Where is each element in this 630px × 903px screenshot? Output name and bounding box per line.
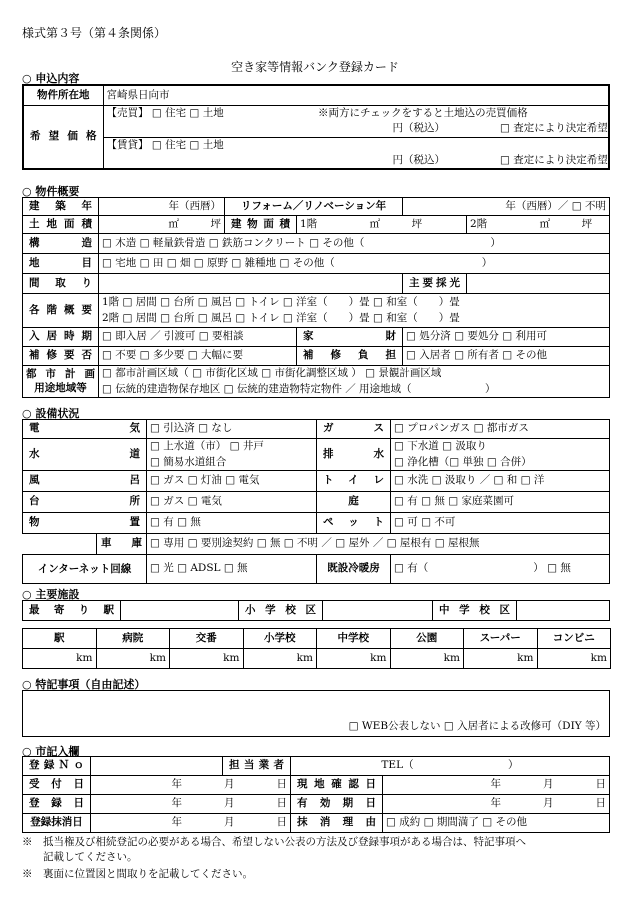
facility-distance-field[interactable]: km (464, 649, 538, 669)
deleted-label: 登録抹消日 (23, 814, 91, 833)
site-check-label: 現地確認日 (291, 776, 383, 795)
lighting-field[interactable] (467, 274, 610, 294)
facility-header: スーパー (464, 629, 538, 649)
rent-options[interactable]: 【賃貸】 □ 住宅 □ 土地 (103, 137, 609, 153)
valid-until-date[interactable]: 年 月 日 (383, 795, 610, 814)
drainage-label: 排水 (317, 439, 391, 471)
land-area-label: 土地面積 (23, 216, 99, 234)
form-number: 様式第３号（第４条関係） (22, 26, 167, 40)
reform-year-label: リフォーム／リノベーション年 (225, 198, 403, 216)
note-2: ※ 裏面に位置図と間取りを記載してください。 (22, 868, 253, 880)
delete-reason-label: 抹消理由 (291, 814, 383, 833)
zoning-row2[interactable]: □ 伝統的建造物保存地区 □ 伝統的建造物特定物件 ／ 用途地域（ ） (99, 382, 610, 398)
rooms-floor1[interactable]: 1階 □ 居間 □ 台所 □ 風呂 □ トイレ □ 洋室（ ）畳 □ 和室（ ）畳 (99, 294, 610, 311)
junior-district-label: 中学校区 (433, 601, 517, 621)
price-label: 希望価格 (23, 105, 103, 169)
rooms-floor2[interactable]: 2階 □ 居間 □ 台所 □ 風呂 □ トイレ □ 洋室（ ）畳 □ 和室（ ）畳 (99, 311, 610, 328)
sale-options[interactable]: 【売買】 □ 住宅 □ 土地 (103, 105, 315, 121)
city-table (22, 756, 610, 833)
garden-options[interactable]: □ 有 □ 無 □ 家庭菜園可 (391, 492, 610, 513)
water-row1[interactable]: □ 上水道（市） □ 井戸 (147, 439, 317, 455)
built-year-label: 建築年 (23, 198, 99, 216)
bath-label: 風呂 (23, 471, 147, 492)
facility-header: 小学校 (243, 629, 317, 649)
facility-header: 公園 (390, 629, 464, 649)
repair-options[interactable]: □ 不要 □ 多少要 □ 大幅に要 (99, 347, 297, 366)
elementary-district-label: 小学校区 (239, 601, 323, 621)
zoning-label-1: 都市計画 (26, 367, 95, 380)
gas-options[interactable]: □ プロパンガス □ 都市ガス (391, 420, 610, 439)
aircon-options[interactable]: □ 有（ ） □ 無 (391, 555, 610, 584)
section-application: ○ 申込内容 (22, 72, 80, 85)
zoning-label-2: 用途地域等 (34, 381, 87, 394)
location-label: 物件所在地 (23, 85, 103, 105)
rent-price-field[interactable]: 円（税込） (103, 153, 465, 169)
form-title: 空き家等情報バンク登録カード (231, 60, 399, 74)
zoning-row1[interactable]: □ 都市計画区域（ □ 市街化区域 □ 市街化調整区域 ） □ 景観計画区域 (99, 366, 610, 382)
section-nearby: ○ 主要施設 (22, 588, 80, 601)
garden-label: 庭 (317, 492, 391, 513)
facility-distance-field[interactable]: km (317, 649, 391, 669)
drainage-row1[interactable]: □ 下水道 □ 汲取り (391, 439, 610, 455)
drainage-row2[interactable]: □ 浄化槽（□ 単独 □ 合併） (391, 455, 610, 471)
note-1-cont: 記載してください。 (22, 851, 138, 863)
location-field[interactable]: 宮崎県日向市 (103, 85, 609, 105)
aircon-label: 既設冷暖房 (317, 555, 391, 584)
pet-options[interactable]: □ 可 □ 不可 (391, 513, 610, 534)
building-area-label: 建物面積 (225, 216, 297, 234)
move-in-options[interactable]: □ 即入居 ／ 引渡可 □ 要相談 (99, 328, 297, 347)
deleted-date[interactable]: 年 月 日 (91, 814, 291, 833)
facility-distance-field[interactable]: km (170, 649, 244, 669)
structure-label: 構造 (23, 234, 99, 254)
garage-spacer (23, 534, 97, 555)
land-area-field[interactable]: ㎡ 坪 (99, 216, 225, 234)
station-field[interactable] (121, 601, 239, 621)
layout-field[interactable] (99, 274, 403, 294)
gas-label: ガス (317, 420, 391, 439)
electric-options[interactable]: □ 引込済 □ なし (147, 420, 317, 439)
note-1: ※ 抵当権及び相続登記の必要がある場合、希望しない公表の方法及び登録事項がある場合は、特記事項へ (22, 836, 526, 848)
delete-reason-options[interactable]: □ 成約 □ 期間満了 □ その他 (383, 814, 610, 833)
water-row2[interactable]: □ 簡易水道組合 (147, 455, 317, 471)
building-area-f2-field[interactable]: 2階 ㎡ 坪 (467, 216, 610, 234)
repair-label: 補修要否 (23, 347, 99, 366)
valid-until-label: 有効期日 (291, 795, 383, 814)
facility-header: 交番 (170, 629, 244, 649)
site-check-date[interactable]: 年 月 日 (383, 776, 610, 795)
remarks-table (22, 690, 610, 737)
sale-assess-checkbox[interactable]: □ 査定により決定希望 (465, 121, 609, 137)
facility-header: 中学校 (317, 629, 391, 649)
received-date[interactable]: 年 月 日 (91, 776, 291, 795)
pet-label: ペット (317, 513, 391, 534)
move-in-label: 入居時期 (23, 328, 99, 347)
kitchen-label: 台所 (23, 492, 147, 513)
land-type-options[interactable]: □ 宅地 □ 田 □ 畑 □ 原野 □ 雑種地 □ その他（ ） (99, 254, 610, 274)
overview-table (22, 197, 610, 398)
sale-price-field[interactable]: 円（税込） (103, 121, 465, 137)
internet-options[interactable]: □ 光 □ ADSL □ 無 (147, 555, 317, 584)
remarks-options[interactable]: □ WEB公表しない □ 入居者による改修可（DIY 等） (348, 719, 606, 732)
land-type-label: 地目 (23, 254, 99, 274)
layout-label: 間取り (23, 274, 99, 294)
elementary-district-field[interactable] (323, 601, 433, 621)
junior-district-field[interactable] (517, 601, 610, 621)
structure-options[interactable]: □ 木造 □ 軽量鉄骨造 □ 鉄筋コンクリート □ その他（ ） (99, 234, 610, 254)
staff-label: 担当業者 (223, 757, 291, 776)
internet-label: インターネット回線 (23, 555, 147, 584)
garage-label: 車庫 (97, 534, 147, 555)
toilet-options[interactable]: □ 水洗 □ 汲取り ／ □ 和 □ 洋 (391, 471, 610, 492)
section-overview: ○ 物件概要 (22, 185, 80, 198)
bath-options[interactable]: □ ガス □ 灯油 □ 電気 (147, 471, 317, 492)
nearby-schools-table (22, 600, 610, 621)
facility-distance-field[interactable]: km (243, 649, 317, 669)
electric-label: 電気 (23, 420, 147, 439)
sale-note: ※両方にチェックをすると土地込の売買価格 (315, 105, 609, 121)
rent-assess-checkbox[interactable]: □ 査定により決定希望 (465, 153, 609, 169)
storage-label: 物置 (23, 513, 147, 534)
application-table (22, 84, 610, 170)
lighting-label: 主要採光 (403, 274, 467, 294)
received-label: 受付日 (23, 776, 91, 795)
garage-options[interactable]: □ 専用 □ 要別途契約 □ 無 □ 不明 ／ □ 屋外 ／ □ 屋根有 □ 屋根無 (147, 534, 610, 555)
section-city: ○ 市記入欄 (22, 745, 80, 758)
reform-year-field[interactable]: 年（西暦）／ □ 不明 (403, 198, 610, 216)
section-remarks: ○ 特記事項（自由記述） (22, 678, 146, 691)
goods-options[interactable]: □ 処分済 □ 要処分 □ 利用可 (403, 328, 610, 347)
facility-distance-field[interactable]: km (390, 649, 464, 669)
toilet-label: トイレ (317, 471, 391, 492)
facility-header: コンビニ (537, 629, 611, 649)
building-area-f1-field[interactable]: 1階 ㎡ 坪 (297, 216, 467, 234)
repair-burden-label: 補修負担 (297, 347, 403, 366)
tel-field[interactable]: TEL（ ） (291, 757, 610, 776)
facility-distance-field[interactable]: km (96, 649, 170, 669)
built-year-field[interactable]: 年（西暦） (99, 198, 225, 216)
facility-header: 病院 (96, 629, 170, 649)
rooms-label: 各階概要 (23, 294, 99, 328)
facilities-table (22, 419, 610, 584)
reg-no-label: 登録Ｎｏ (23, 757, 91, 776)
section-facilities: ○ 設備状況 (22, 407, 80, 420)
nearby-distance-table (22, 628, 611, 669)
storage-options[interactable]: □ 有 □ 無 (147, 513, 317, 534)
water-label: 水道 (23, 439, 147, 471)
registered-label: 登録日 (23, 795, 91, 814)
registered-date[interactable]: 年 月 日 (91, 795, 291, 814)
facility-header: 駅 (23, 629, 97, 649)
goods-label: 家財 (297, 328, 403, 347)
repair-burden-options[interactable]: □ 入居者 □ 所有者 □ その他 (403, 347, 610, 366)
remarks-field[interactable] (23, 691, 610, 737)
kitchen-options[interactable]: □ ガス □ 電気 (147, 492, 317, 513)
reg-no-field[interactable] (91, 757, 223, 776)
facility-distance-field[interactable]: km (537, 649, 611, 669)
facility-distance-field[interactable]: km (23, 649, 97, 669)
station-label: 最寄り駅 (23, 601, 121, 621)
